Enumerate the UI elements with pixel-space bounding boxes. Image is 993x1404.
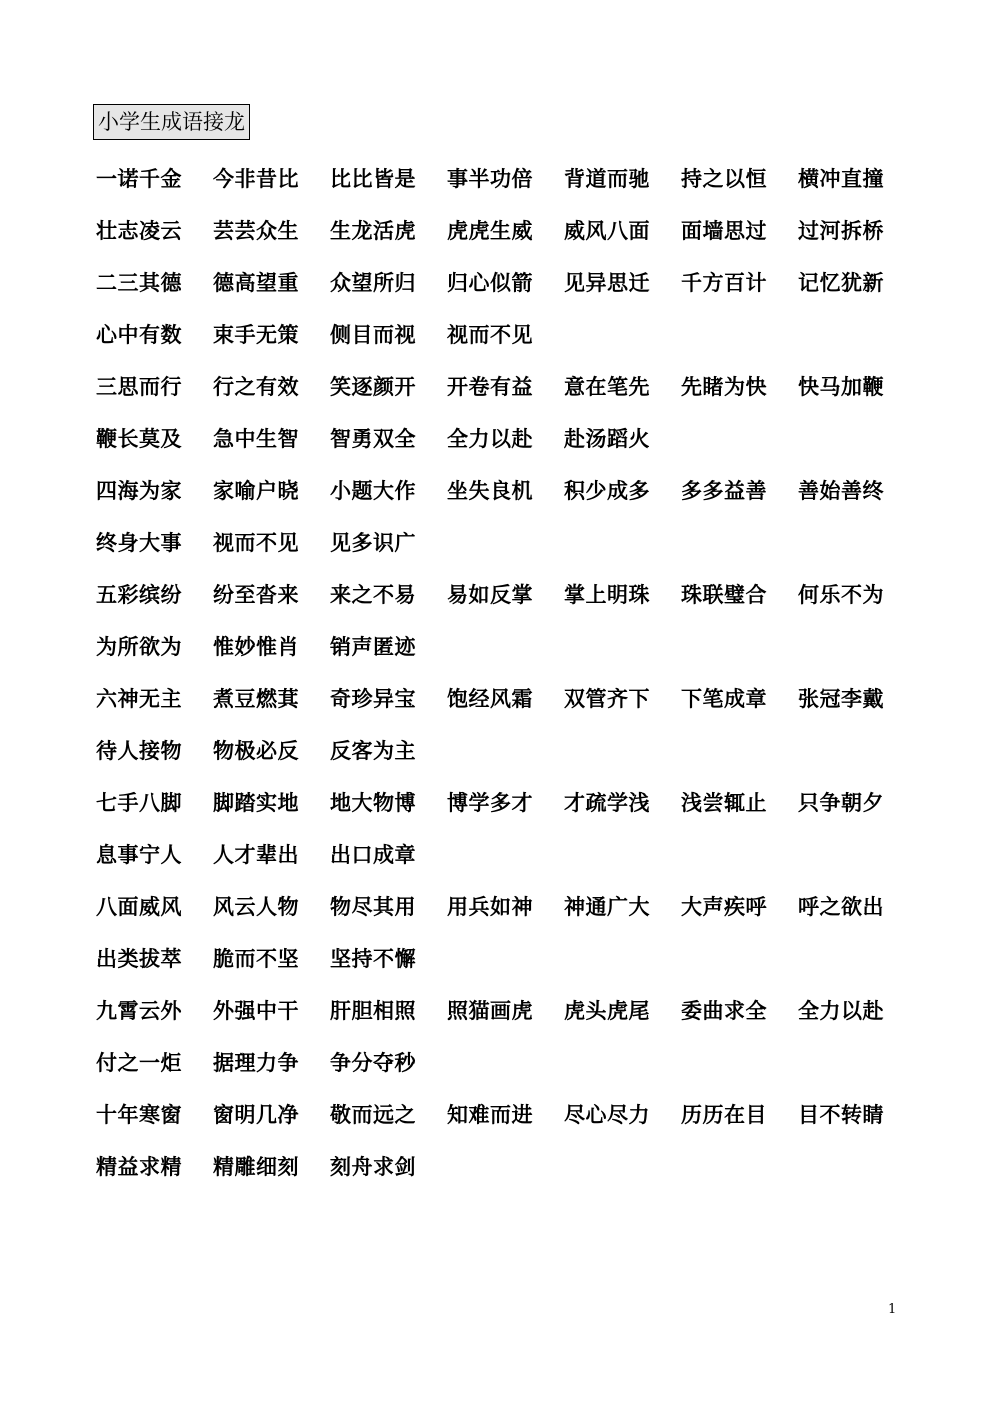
idiom-cell: 智勇双全 [330, 426, 416, 451]
idiom-row [96, 204, 916, 256]
idiom-cell: 呼之欲出 [798, 894, 884, 919]
idiom-cell: 三思而行 [96, 374, 182, 399]
idiom-cell: 风云人物 [213, 894, 299, 919]
idiom-cell: 下笔成章 [681, 686, 767, 711]
idiom-cell: 奇珍异宝 [330, 686, 416, 711]
idiom-cell: 全力以赴 [798, 998, 884, 1023]
idiom-cell: 珠联璧合 [681, 582, 767, 607]
idiom-cell: 千方百计 [681, 270, 767, 295]
idiom-cell: 惟妙惟肖 [213, 634, 299, 659]
idiom-cell: 息事宁人 [96, 842, 182, 867]
idiom-cell: 见多识广 [330, 530, 416, 555]
idiom-cell: 归心似箭 [447, 270, 533, 295]
idiom-cell: 芸芸众生 [213, 218, 299, 243]
idiom-row [96, 984, 916, 1036]
idiom-cell: 反客为主 [330, 738, 416, 763]
idiom-cell: 煮豆燃萁 [213, 686, 299, 711]
idiom-row [96, 152, 916, 204]
idiom-cell: 脚踏实地 [213, 790, 299, 815]
idiom-cell: 视而不见 [447, 322, 533, 347]
idiom-cell: 横冲直撞 [798, 166, 884, 191]
idiom-cell: 虎虎生威 [447, 218, 533, 243]
idiom-cell: 神通广大 [564, 894, 650, 919]
idiom-cell: 全力以赴 [447, 426, 533, 451]
idiom-row [96, 1088, 916, 1140]
idiom-cell: 刻舟求剑 [330, 1154, 416, 1179]
idiom-cell: 终身大事 [96, 530, 182, 555]
idiom-cell: 赴汤蹈火 [564, 426, 650, 451]
idiom-cell: 家喻户晓 [213, 478, 299, 503]
idiom-cell: 才疏学浅 [564, 790, 650, 815]
idiom-cell: 出类拔萃 [96, 946, 182, 971]
idiom-cell: 肝胆相照 [330, 998, 416, 1023]
idiom-cell: 脆而不坚 [213, 946, 299, 971]
idiom-cell: 坚持不懈 [330, 946, 416, 971]
idiom-cell: 德高望重 [213, 270, 299, 295]
idiom-cell: 付之一炬 [96, 1050, 182, 1075]
page-number: 1 [888, 1302, 897, 1317]
idiom-cell: 壮志凌云 [96, 218, 182, 243]
idiom-row [96, 1140, 916, 1192]
idiom-cell: 八面威风 [96, 894, 182, 919]
idiom-cell: 张冠李戴 [798, 686, 884, 711]
idiom-cell: 过河拆桥 [798, 218, 884, 243]
idiom-row [96, 724, 916, 776]
idiom-cell: 六神无主 [96, 686, 182, 711]
idiom-cell: 四海为家 [96, 478, 182, 503]
idiom-cell: 争分夺秒 [330, 1050, 416, 1075]
idiom-row [96, 308, 916, 360]
idiom-cell: 一诺千金 [96, 166, 182, 191]
idiom-row [96, 1036, 916, 1088]
idiom-cell: 物极必反 [213, 738, 299, 763]
idiom-row [96, 412, 916, 464]
idiom-cell: 五彩缤纷 [96, 582, 182, 607]
idiom-cell: 开卷有益 [447, 374, 533, 399]
idiom-cell: 今非昔比 [213, 166, 299, 191]
idiom-cell: 照猫画虎 [447, 998, 533, 1023]
idiom-cell: 鞭长莫及 [96, 426, 182, 451]
idiom-cell: 人才辈出 [213, 842, 299, 867]
idiom-cell: 先睹为快 [681, 374, 767, 399]
idiom-cell: 虎头虎尾 [564, 998, 650, 1023]
idiom-cell: 外强中干 [213, 998, 299, 1023]
idiom-cell: 二三其德 [96, 270, 182, 295]
idiom-row [96, 464, 916, 516]
idiom-cell: 易如反掌 [447, 582, 533, 607]
idiom-row [96, 672, 916, 724]
idiom-row [96, 776, 916, 828]
idiom-cell: 持之以恒 [681, 166, 767, 191]
idiom-cell: 来之不易 [330, 582, 416, 607]
idiom-cell: 背道而驰 [564, 166, 650, 191]
idiom-cell: 行之有效 [213, 374, 299, 399]
idiom-cell: 多多益善 [681, 478, 767, 503]
idiom-row [96, 932, 916, 984]
idiom-cell: 心中有数 [96, 322, 182, 347]
idiom-cell: 物尽其用 [330, 894, 416, 919]
idiom-cell: 出口成章 [330, 842, 416, 867]
idiom-cell: 敬而远之 [330, 1102, 416, 1127]
idiom-cell: 生龙活虎 [330, 218, 416, 243]
idiom-row [96, 360, 916, 412]
idiom-row [96, 568, 916, 620]
idiom-cell: 精雕细刻 [213, 1154, 299, 1179]
idiom-row [96, 620, 916, 672]
idiom-cell: 饱经风霜 [447, 686, 533, 711]
idiom-cell: 比比皆是 [330, 166, 416, 191]
idiom-cell: 历历在目 [681, 1102, 767, 1127]
idiom-row [96, 256, 916, 308]
idiom-cell: 委曲求全 [681, 998, 767, 1023]
idiom-cell: 众望所归 [330, 270, 416, 295]
idiom-row [96, 516, 916, 568]
idiom-cell: 十年寒窗 [96, 1102, 182, 1127]
idiom-cell: 意在笔先 [564, 374, 650, 399]
idiom-cell: 记忆犹新 [798, 270, 884, 295]
idiom-cell: 笑逐颜开 [330, 374, 416, 399]
idiom-cell: 待人接物 [96, 738, 182, 763]
idiom-cell: 知难而进 [447, 1102, 533, 1127]
idiom-cell: 双管齐下 [564, 686, 650, 711]
idiom-cell: 地大物博 [330, 790, 416, 815]
idiom-cell: 七手八脚 [96, 790, 182, 815]
idiom-cell: 何乐不为 [798, 582, 884, 607]
idiom-cell: 销声匿迹 [330, 634, 416, 659]
idiom-cell: 九霄云外 [96, 998, 182, 1023]
idiom-cell: 积少成多 [564, 478, 650, 503]
idiom-cell: 视而不见 [213, 530, 299, 555]
idiom-cell: 小题大作 [330, 478, 416, 503]
idiom-cell: 快马加鞭 [798, 374, 884, 399]
idiom-cell: 精益求精 [96, 1154, 182, 1179]
idiom-cell: 大声疾呼 [681, 894, 767, 919]
idiom-cell: 为所欲为 [96, 634, 182, 659]
idiom-cell: 坐失良机 [447, 478, 533, 503]
idiom-cell: 浅尝辄止 [681, 790, 767, 815]
document-title: 小学生成语接龙 [93, 104, 250, 140]
idiom-cell: 博学多才 [447, 790, 533, 815]
idiom-cell: 尽心尽力 [564, 1102, 650, 1127]
idiom-cell: 威风八面 [564, 218, 650, 243]
idiom-cell: 目不转睛 [798, 1102, 884, 1127]
idiom-cell: 急中生智 [213, 426, 299, 451]
idiom-cell: 只争朝夕 [798, 790, 884, 815]
idiom-cell: 见异思迁 [564, 270, 650, 295]
idiom-cell: 窗明几净 [213, 1102, 299, 1127]
idiom-cell: 善始善终 [798, 478, 884, 503]
idiom-cell: 面墙思过 [681, 218, 767, 243]
idiom-chain-list [96, 152, 916, 1192]
idiom-cell: 事半功倍 [447, 166, 533, 191]
idiom-cell: 据理力争 [213, 1050, 299, 1075]
idiom-cell: 用兵如神 [447, 894, 533, 919]
idiom-row [96, 880, 916, 932]
idiom-cell: 纷至沓来 [213, 582, 299, 607]
idiom-cell: 掌上明珠 [564, 582, 650, 607]
idiom-cell: 束手无策 [213, 322, 299, 347]
idiom-row [96, 828, 916, 880]
idiom-cell: 侧目而视 [330, 322, 416, 347]
